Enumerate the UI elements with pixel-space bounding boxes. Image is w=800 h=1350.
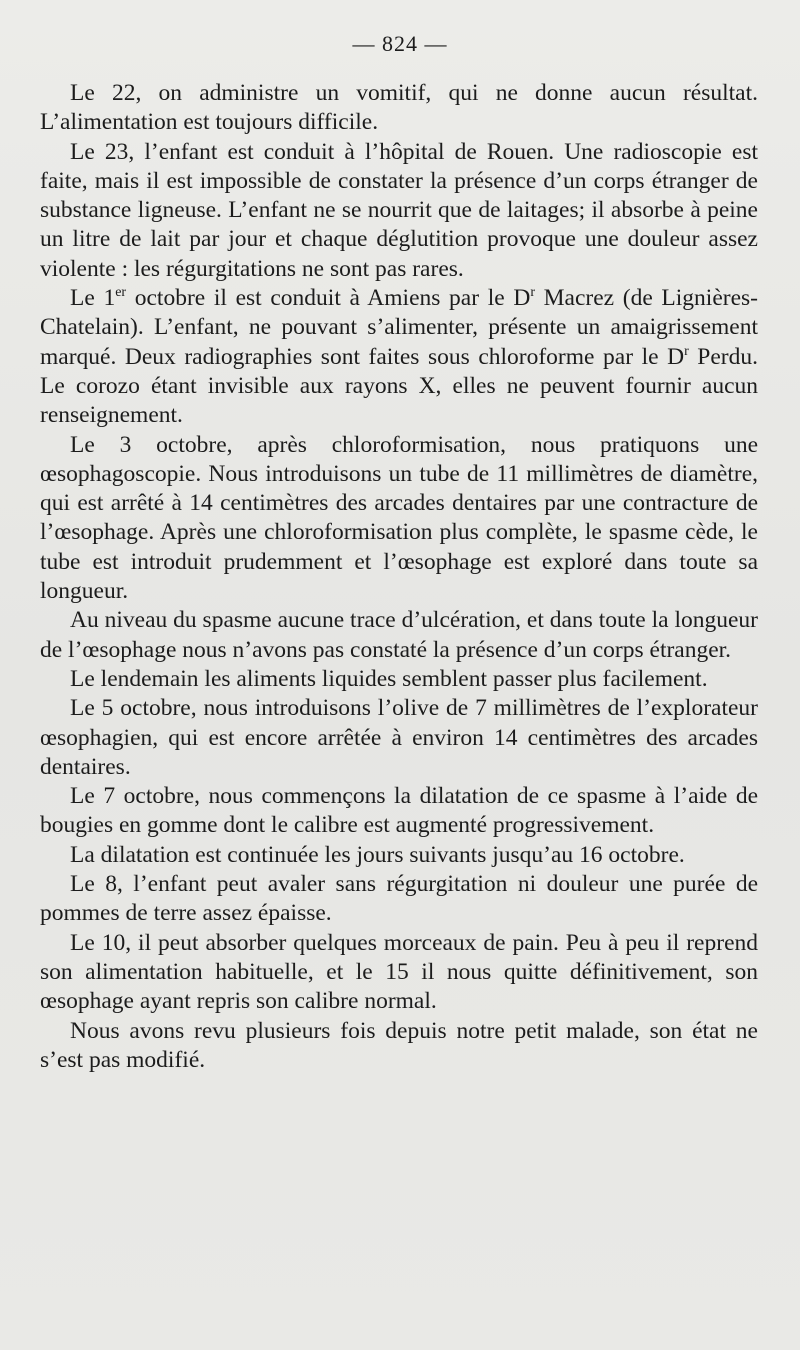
paragraph-text: octobre il est conduit à Amiens par le D [126,285,531,312]
paragraph-text: Macrez (de Lignières-Chatelain). L’enfant, ne pouvant s’alimenter, présente un amaigrissement marqué. Deux radiographies sont faites sous chloroforme par le D [40,285,758,370]
paragraph: La dilatation est continuée les jours suivants jusqu’au 16 octobre. [70,841,685,868]
paragraph: Le 22, on administre un vomitif, qui ne donne aucun résultat. L’alimentation est toujours difficile. [40,80,758,136]
superscript: r [684,343,689,359]
page-number: — 824 — [352,31,448,56]
paragraph: Le lendemain les aliments liquides semblent passer plus facilement. [70,665,708,692]
body-text [40,79,758,1075]
paragraph: Nous avons revu plusieurs fois depuis notre petit malade, son état ne s’est pas modifié. [40,1017,758,1073]
paragraph: Le 7 octobre, nous commençons la dilatation de ce spasme à l’aide de bougies en gomme dont le calibre est augmenté progressivement. [40,783,758,839]
paragraph: Le 23, l’enfant est conduit à l’hôpital de Rouen. Une radioscopie est faite, mais il est impossible de constater la présence d’un corps étranger de substance ligneuse. L’enfant ne se nourrit que de laitages; il absorbe à peine un litre de lait par jour et chaque déglutition provoque une douleur assez violente : les régurgitations ne sont pas rares. [40,138,758,282]
paragraph: Le 8, l’enfant peut avaler sans régurgitation ni douleur une purée de pommes de terre assez épaisse. [40,871,758,927]
paragraph: Au niveau du spasme aucune trace d’ulcération, et dans toute la longueur de l’œsophage nous n’avons pas constaté la présence d’un corps étranger. [40,607,758,663]
superscript: er [115,285,127,301]
paragraph: Le 10, il peut absorber quelques morceaux de pain. Peu à peu il reprend son alimentation habituelle, et le 15 il nous quitte définitivement, son œsophage ayant repris son calibre normal. [40,929,758,1015]
paragraph: Le 3 octobre, après chloroformisation, nous pratiquons une œsophagoscopie. Nous introduisons un tube de 11 millimètres de diamètre, qui est arrêté à 14 centimètres des arcades dentaires par une contracture de l’œsophage. Après une chloroformisation plus complète, le spasme cède, le tube est introduit prudemment et l’œsophage est exploré dans toute sa longueur. [40,431,758,605]
paragraph: Le 5 octobre, nous introduisons l’olive de 7 millimètres de l’explorateur œsophagien, qui est encore arrêtée à environ 14 centimètres des arcades dentaires. [40,695,758,780]
superscript: r [530,285,535,301]
paragraph [40,284,758,430]
paragraph-text: Le 1 [70,285,116,312]
paragraph-text: Perdu. Le corozo étant invisible aux rayons X, elles ne peuvent fournir aucun renseignement. [40,343,759,429]
